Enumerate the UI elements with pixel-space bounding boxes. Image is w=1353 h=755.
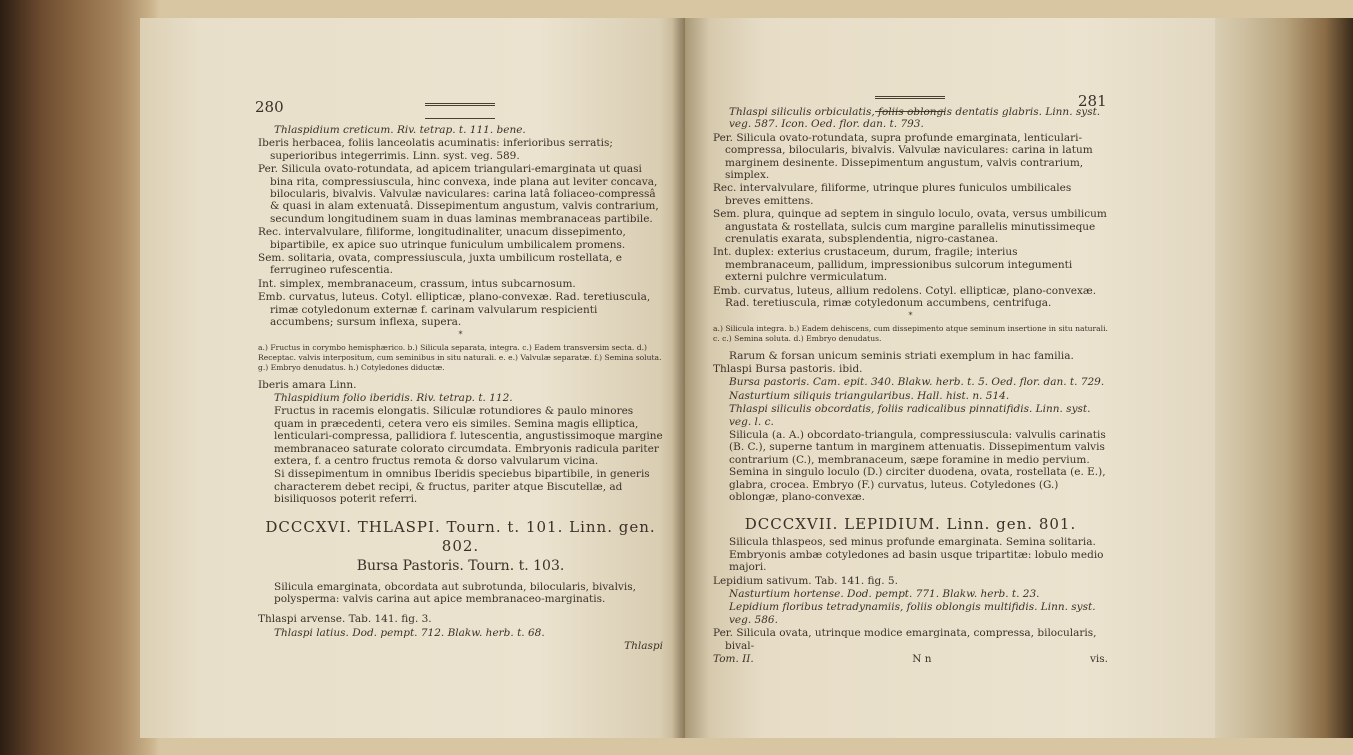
catchword: Thlaspi <box>624 640 663 653</box>
right-line-5: Emb. curvatus, luteus, allium redolens. Cotyl. ellipticæ, plano-convexæ. Rad. teretiuscula, rimæ cotyledonum accumbens, centrifuga. <box>713 284 1097 310</box>
bursa-line-1: Nasturtium siliquis triangularibus. Hall. hist. n. 514. <box>729 389 1010 402</box>
right-line-3: Sem. plura, quinque ad septem in singulo loculo, ovata, versus umbilicum angustata & rostellata, sulcis cum margine parallelis minutissimeque crenulatis exarata, subsplendentia, nigro-castanea. <box>713 208 1107 246</box>
genus-description-thlaspi: Silicula emarginata, obcordata aut subrotunda, bilocularis, bivalvis, polysperma: valvis carina aut apice membranaceo-marginatis. <box>274 580 636 605</box>
left-line-5: Int. simplex, membranaceum, crassum, intus subcarnosum. <box>258 277 576 290</box>
left-line-1: Iberis herbacea, foliis lanceolatis acuminatis: inferioribus serratis; superioribus integerrimis. Linn. syst. veg. 589. <box>258 137 613 162</box>
left-figure-note: a.) Fructus in corymbo hemisphærico. b.) Silicula separata, integra. c.) Eadem transversim secta. d.) Receptac. valvis interpositum, cum seminibus in situ naturali. e. e.) Valvulæ separatæ. f.) Semina soluta. g.) Embryo denudatus. h.) Cotyledones diductæ. <box>258 342 662 372</box>
lepidium-line-1: Lepidium floribus tetradynamiis, foliis oblongis multifidis. Linn. syst. veg. 586. <box>729 601 1096 626</box>
left-line-0: Thlaspidium creticum. Riv. tetrap. t. 111. bene. <box>274 124 526 136</box>
lepidium-line-2: Per. Silicula ovata, utrinque modice emarginata, compressa, bilocularis, bival- <box>713 627 1097 652</box>
note-divider: * <box>458 329 463 339</box>
species-synonym: Thlaspi latius. Dod. pempt. 712. Blakw. herb. t. 68. <box>274 626 545 639</box>
signature-line <box>713 653 1108 665</box>
left-line-2: Per. Silicula ovato-rotundata, ad apicem triangulari-emarginata ut quasi bina rita, compressiuscula, hinc convexa, inde plana aut leviter concava, bilocularis, bivalvis. Valvulæ naviculares: carina latâ foliaceo-compressâ & quasi in alam extenuatâ. Dissepimentum angustum, valvis contrarium, secundum longitudinem suam in duas laminas membranaceas partibile. <box>258 163 659 225</box>
iberis-line-1: Fructus in racemis elongatis. Siliculæ rotundiores & paulo minores quam in præcedenti, cetera vero eis similes. Semina magis elliptica, lenticulari-compressa, pallidiora f. lutescentia, angustissimoque margine membranaceo saturate colorato circumdata. Embryonis radicula pariter extera, f. a centro fructus remota & dorso valvularum vicina. <box>274 405 663 467</box>
signature-mark: N n <box>912 653 932 666</box>
right-line-4: Int. duplex: exterius crustaceum, durum, fragile; interius membranaceum, pallidum, impressionibus sulcorum integumenti externi pulchre vermiculatum. <box>713 246 1073 284</box>
genus-heading-lepidium: DCCCXVII. LEPIDIUM. Linn. gen. 801. <box>744 515 1077 534</box>
left-page-text <box>258 102 663 654</box>
right-page-text <box>713 106 1108 665</box>
book-right-edge <box>1215 18 1353 738</box>
bursa-line-0: Bursa pastoris. Cam. epit. 340. Blakw. herb. t. 5. Oed. flor. dan. t. 729. <box>729 376 1105 389</box>
species-heading-thlaspi-arvense: Thlaspi arvense. Tab. 141. fig. 3. <box>258 613 432 626</box>
signature-catchword: vis. <box>1089 653 1108 666</box>
bursa-line-2: Thlaspi siliculis obcordatis, foliis radicalibus pinnatifidis. Linn. syst. veg. l. c. <box>729 403 1091 428</box>
signature-volume: Tom. II. <box>713 653 754 666</box>
genus-subheading-bursa: Bursa Pastoris. Tourn. t. 103. <box>356 557 565 574</box>
left-page-number: 280 <box>255 98 284 116</box>
left-line-4: Sem. solitaria, ovata, compressiuscula, juxta umbilicum rostellata, e ferrugineo rufescentia. <box>258 252 622 277</box>
iberis-line-0: Thlaspidium folio iberidis. Riv. tetrap. t. 112. <box>274 391 513 404</box>
left-line-3: Rec. intervalvulare, filiforme, longitudinaliter, unacum dissepimento, bipartibile, ex apice suo utrinque funiculum umbilicalem promens. <box>258 226 626 251</box>
genus-heading-thlaspi: DCCCXVI. THLASPI. Tourn. t. 101. Linn. gen. 802. <box>265 517 656 555</box>
species-heading-lepidium: Lepidium sativum. Tab. 141. fig. 5. <box>713 574 898 587</box>
rarum-line: Rarum & forsan unicum seminis striati exemplum in hac familia. <box>729 349 1074 362</box>
left-line-6: Emb. curvatus, luteus. Cotyl. ellipticæ, plano-convexæ. Rad. teretiuscula, rimæ cotyledonum externæ f. carinam valvularum respicienti accumbens; sursum inflexa, supera. <box>258 291 651 329</box>
note-divider-right: * <box>908 310 913 320</box>
lepidium-line-0: Nasturtium hortense. Dod. pempt. 771. Blakw. herb. t. 23. <box>729 588 1040 600</box>
bursa-heading: Thlaspi Bursa pastoris. ibid. <box>713 362 863 375</box>
right-line-2: Rec. intervalvulare, filiforme, utrinque plures funiculos umbilicales breves emittens. <box>713 182 1072 207</box>
iberis-line-2: Si dissepimentum in omnibus Iberidis speciebus bipartibile, in generis characterem debet recipi, & fructus, pariter atque Biscutellæ, ad bisiliquosos poterit referri. <box>274 468 650 506</box>
genus-description-lepidium: Silicula thlaspeos, sed minus profunde emarginata. Semina solitaria. Embryonis ambæ cotyledones ad basin usque tripartitæ: lobulo medio majori. <box>729 536 1104 574</box>
bursa-line-3: Silicula (a. A.) obcordato-triangula, compressiuscula: valvulis carinatis (B. C.), superne tantum in marginem attenuatis. Dissepimentum valvis contrarium (C.), membranaceum, sæpe foramine in medio pervium. Semina in singulo loculo (D.) circiter duodena, ovata, rostellata (e. E.), glabra, crocea. Embryo (F.) curvatus, luteus. Cotyledones (G.) oblongæ, plano-convexæ. <box>729 428 1106 503</box>
right-line-0: Thlaspi siliculis orbiculatis, foliis oblongis dentatis glabris. Linn. syst. veg. 587. Icon. Oed. flor. dan. t. 793. <box>729 106 1101 131</box>
right-page <box>685 18 1215 738</box>
right-page-number: 281 <box>1078 92 1107 110</box>
right-line-1: Per. Silicula ovato-rotundata, supra profunde emarginata, lenticulari-compressa, bilocularis, bivalvis. Valvulæ naviculares: carina in latum marginem desinente. Dissepimentum angustum, valvis contrarium, simplex. <box>713 131 1093 182</box>
left-page <box>140 18 685 738</box>
iberis-heading: Iberis amara Linn. <box>258 378 357 391</box>
right-figure-note: a.) Silicula integra. b.) Eadem dehiscens, cum dissepimento atque seminum insertione in situ naturali. c. c.) Semina soluta. d.) Embryo denudatus. <box>713 323 1108 343</box>
